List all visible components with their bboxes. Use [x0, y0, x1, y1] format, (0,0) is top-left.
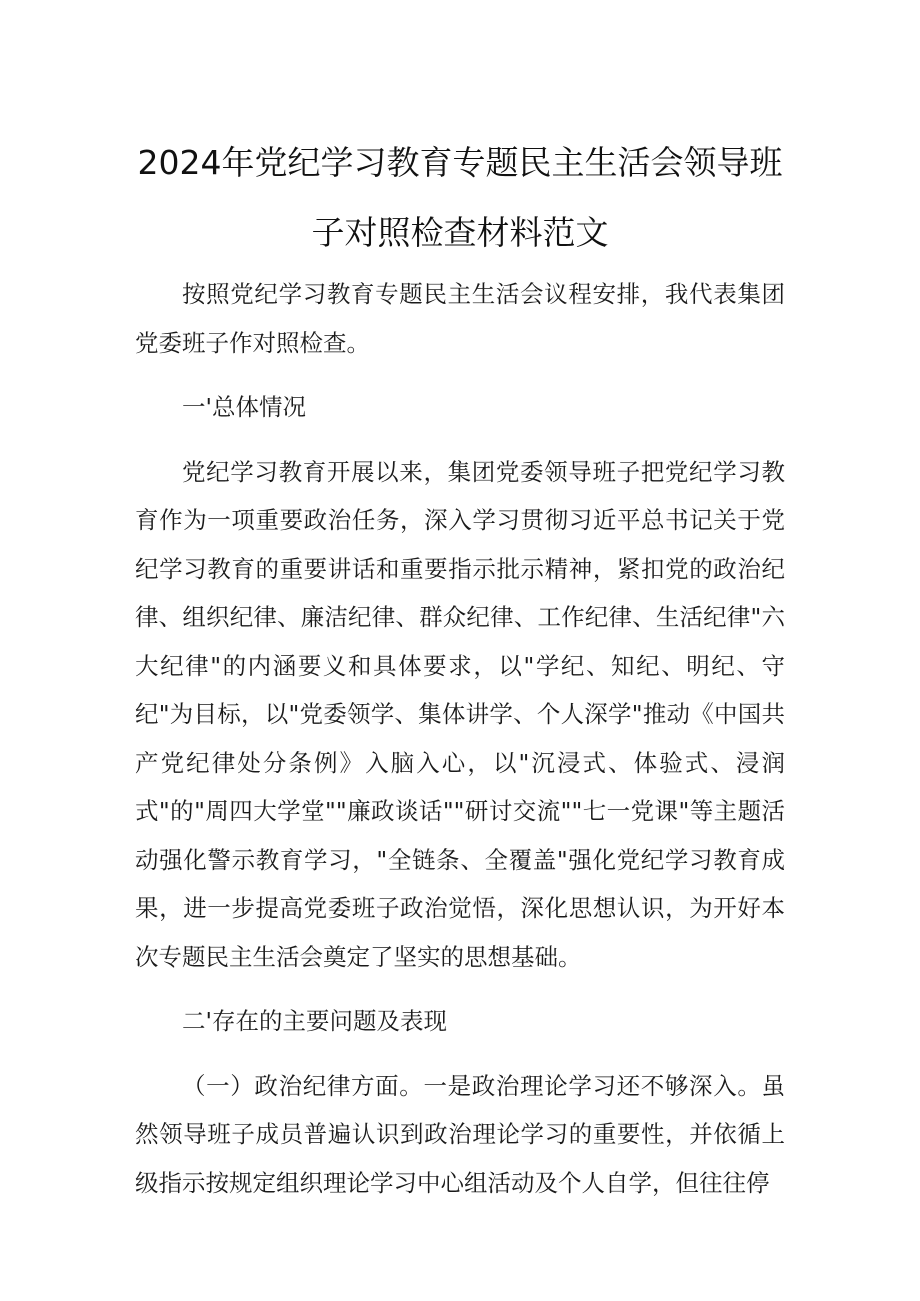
overall-paragraph: 党纪学习教育开展以来，集团党委领导班子把党纪学习教育作为一项重要政治任务，深入学习贯彻习近平总书记关于党纪学习教育的重要讲话和重要指示批示精神，紧扣党的政治纪律、组织纪律、廉洁纪律、群众纪律、工作纪律、生活纪律"六大纪律"的内涵要义和具体要求，以"学纪、知纪、明纪、守纪"为目标，以"党委领学、集体讲学、个人深学"推动《中国共产党纪律处分条例》入脑入心，以"沉浸式、体验式、浸润式"的"周四大学堂""廉政谈话""研讨交流""七一党课"等主题活动强化警示教育学习，"全链条、全覆盖"强化党纪学习教育成果，进一步提高党委班子政治觉悟，深化思想认识，为开好本次专题民主生活会奠定了坚实的思想基础。	[135, 457, 785, 971]
intro-paragraph: 按照党纪学习教育专题民主生活会议程安排，我代表集团党委班子作对照检查。	[135, 280, 785, 357]
document-body	[135, 270, 785, 1223]
section-heading-problems: 二'存在的主要问题及表现	[182, 1007, 447, 1035]
document-title	[130, 128, 790, 268]
title-line-1: 2024年党纪学习教育专题民主生活会领导班	[137, 143, 783, 182]
problems-paragraph: （一）政治纪律方面。一是政治理论学习还不够深入。虽然领导班子成员普遍认识到政治理论学习的重要性，并依循上级指示按规定组织理论学习中心组活动及个人自学，但往往停	[135, 1071, 785, 1197]
title-line-2: 子对照检查材料范文	[311, 213, 609, 252]
section-heading-overall: 一'总体情况	[182, 393, 306, 421]
